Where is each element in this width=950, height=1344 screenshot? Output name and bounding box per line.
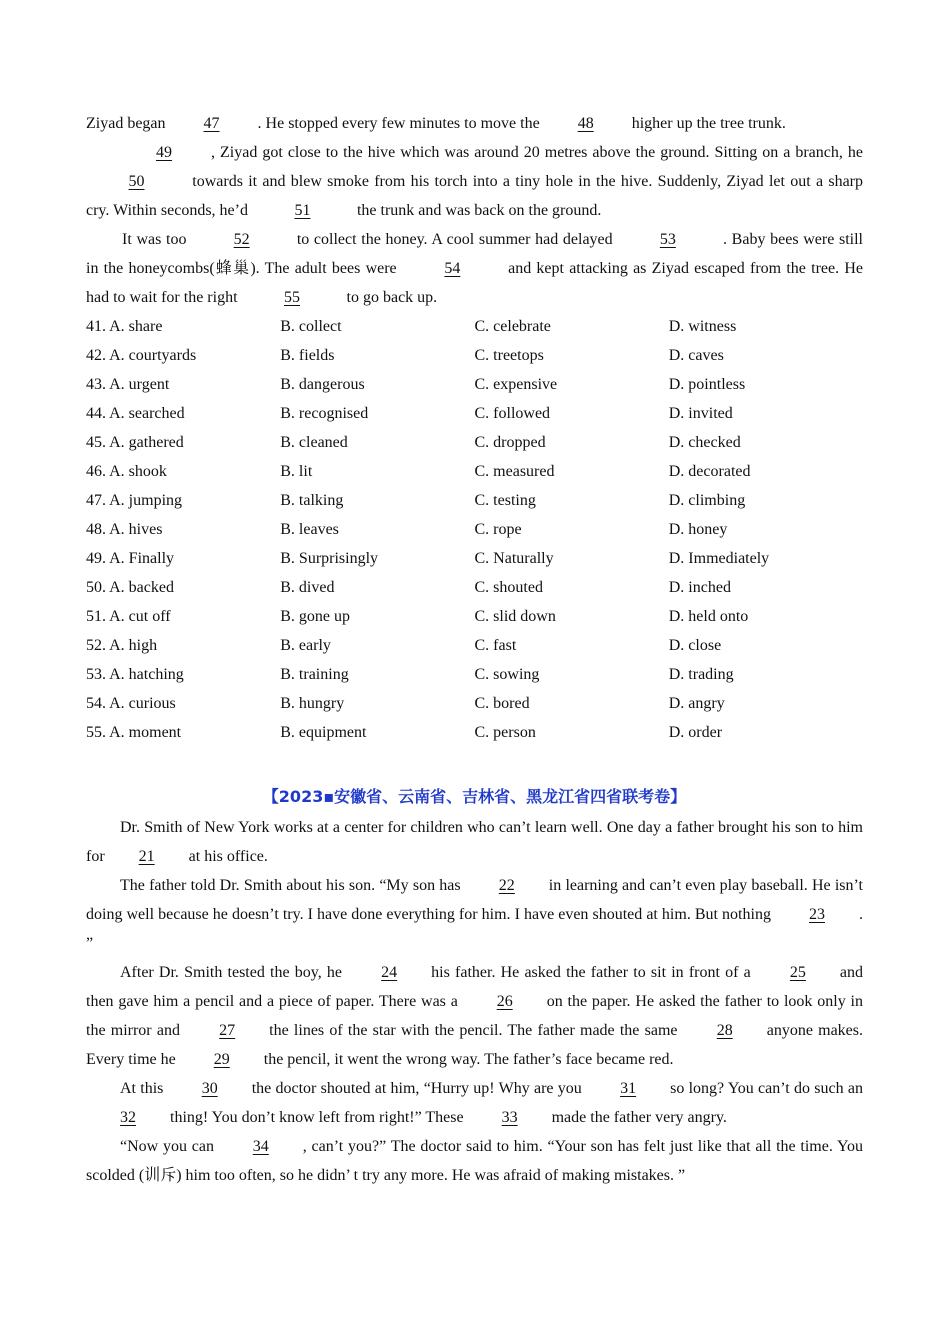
text-run: At this [120, 1080, 168, 1097]
passage2-paragraph-2 [86, 871, 863, 958]
blank-51[interactable]: 51 [294, 202, 311, 219]
option-c[interactable]: C. treetops [474, 347, 544, 364]
blank-33[interactable]: 33 [501, 1109, 518, 1126]
option-d[interactable]: D. decorated [668, 463, 751, 480]
blank-21[interactable]: 21 [138, 848, 155, 865]
text-run: anyone makes. Every time he [86, 1022, 864, 1068]
blank-27[interactable]: 27 [219, 1022, 236, 1039]
option-b[interactable]: B. fields [280, 347, 335, 364]
blank-50[interactable]: 50 [128, 173, 145, 190]
option-a[interactable]: 41. A. share [86, 318, 163, 335]
blank-54[interactable]: 54 [444, 260, 461, 277]
blank-48[interactable]: 48 [577, 115, 594, 132]
option-a[interactable]: 47. A. jumping [86, 492, 183, 509]
option-row-44 [86, 399, 863, 428]
text-run: higher up the tree trunk. [627, 115, 786, 132]
option-c[interactable]: C. bored [474, 695, 530, 712]
text-run: , can’t you?” The doctor said to him. “Your son has felt just like that all the time. You scolded (训斥) him too often, so he didn’ t try any more. He was afraid of making mistakes. ” [86, 1138, 863, 1184]
option-d[interactable]: D. inched [668, 579, 731, 596]
text-run: The father told Dr. Smith about his son. “My son has [120, 877, 465, 894]
option-d[interactable]: D. honey [668, 521, 728, 538]
text-run: After Dr. Smith tested the boy, he [120, 964, 348, 981]
option-row-53 [86, 660, 863, 689]
option-row-48 [86, 515, 863, 544]
blank-23[interactable]: 23 [809, 906, 825, 923]
option-row-55 [86, 718, 863, 747]
blank-53[interactable]: 53 [659, 231, 676, 248]
option-a[interactable]: 54. A. curious [86, 695, 176, 712]
passage2-paragraph-4 [86, 1074, 863, 1132]
option-c[interactable]: C. rope [474, 521, 522, 538]
blank-32[interactable]: 32 [120, 1109, 136, 1126]
text-run: towards it and blew smoke from his torch into a tiny hole in the hive. Suddenly, Ziyad let out a sharp cry. Within seconds, he’d [86, 173, 863, 219]
option-b[interactable]: B. cleaned [280, 434, 348, 451]
option-c[interactable]: C. Naturally [474, 550, 554, 567]
option-c[interactable]: C. followed [474, 405, 551, 422]
option-b[interactable]: B. talking [280, 492, 344, 509]
option-b[interactable]: B. training [280, 666, 349, 683]
option-b[interactable]: B. Surprisingly [280, 550, 379, 567]
option-c[interactable]: C. dropped [474, 434, 546, 451]
blank-30[interactable]: 30 [201, 1080, 218, 1097]
blank-22[interactable]: 22 [498, 877, 515, 894]
option-row-45 [86, 428, 863, 457]
text-run: Dr. Smith of New York works at a center for children who can’t learn well. One day a father brought his son to him for [86, 819, 863, 865]
option-b[interactable]: B. dangerous [280, 376, 365, 393]
option-d[interactable]: D. invited [668, 405, 733, 422]
text-run: It was too [122, 231, 192, 248]
option-a[interactable]: 44. A. searched [86, 405, 185, 422]
document-page [86, 109, 863, 1190]
text-run: . He stopped every few minutes to move the [253, 115, 544, 132]
option-b[interactable]: B. gone up [280, 608, 351, 625]
blank-31[interactable]: 31 [620, 1080, 637, 1097]
option-a[interactable]: 42. A. courtyards [86, 347, 197, 364]
option-a[interactable]: 52. A. high [86, 637, 158, 654]
blank-55[interactable]: 55 [284, 289, 301, 306]
text-run: in learning and can’t even play baseball. He isn’t doing well because he doesn’t try. I have done everything for him. I have even shouted at him. But nothing [86, 877, 864, 923]
text-run: the trunk and was back on the ground. [352, 202, 602, 219]
option-c[interactable]: C. slid down [474, 608, 556, 625]
passage1-paragraph-1 [86, 109, 863, 138]
blank-25[interactable]: 25 [789, 964, 806, 981]
option-d[interactable]: D. close [668, 637, 722, 654]
option-c[interactable]: C. fast [474, 637, 517, 654]
text-run: and then gave him a pencil and a piece of paper. There was a [86, 964, 863, 1010]
text-run: thing! You don’t know left from right!” These [170, 1109, 468, 1126]
section-title: 【2023▪安徽省、云南省、吉林省、黑龙江省四省联考卷】 [262, 787, 687, 806]
option-d[interactable]: D. climbing [668, 492, 746, 509]
option-row-51 [86, 602, 863, 631]
text-run: to collect the honey. A cool summer had delayed [292, 231, 618, 248]
option-d[interactable]: D. pointless [668, 376, 746, 393]
option-c[interactable]: C. expensive [474, 376, 558, 393]
option-row-42 [86, 341, 863, 370]
passage1-paragraph-2 [86, 138, 863, 225]
option-c[interactable]: C. celebrate [474, 318, 551, 335]
option-row-52 [86, 631, 863, 660]
option-b[interactable]: B. equipment [280, 724, 367, 741]
option-d[interactable]: D. caves [668, 347, 724, 364]
option-row-41 [86, 312, 863, 341]
option-a[interactable]: 50. A. backed [86, 579, 174, 596]
option-c[interactable]: C. shouted [474, 579, 543, 596]
option-b[interactable]: B. recognised [280, 405, 369, 422]
text-run: at his office. [188, 848, 268, 865]
option-d[interactable]: D. order [668, 724, 723, 741]
option-a[interactable]: 49. A. Finally [86, 550, 175, 567]
text-run: so long? You can’t do such an [670, 1080, 864, 1097]
option-row-47 [86, 486, 863, 515]
blank-49[interactable]: 49 [156, 144, 172, 161]
option-c[interactable]: C. testing [474, 492, 536, 509]
option-a[interactable]: 46. A. shook [86, 463, 167, 480]
option-d[interactable]: D. angry [668, 695, 725, 712]
option-b[interactable]: B. early [280, 637, 331, 654]
option-a[interactable]: 48. A. hives [86, 521, 163, 538]
option-d[interactable]: D. witness [668, 318, 737, 335]
option-b[interactable]: B. dived [280, 579, 335, 596]
option-a[interactable]: 55. A. moment [86, 724, 182, 741]
text-run: on the paper. He asked the father to look only in the mirror and [86, 993, 863, 1039]
option-row-43 [86, 370, 863, 399]
option-a[interactable]: 43. A. urgent [86, 376, 170, 393]
option-d[interactable]: D. trading [668, 666, 734, 683]
text-run: his father. He asked the father to sit in front of a [431, 964, 756, 981]
text-run: Ziyad began [86, 115, 170, 132]
blank-28[interactable]: 28 [716, 1022, 733, 1039]
blank-34[interactable]: 34 [252, 1138, 269, 1155]
passage2-paragraph-1 [86, 813, 863, 871]
option-d[interactable]: D. Immediately [668, 550, 770, 567]
passage2-paragraph-5 [86, 1132, 863, 1190]
text-run: to go back up. [342, 289, 438, 306]
option-row-54 [86, 689, 863, 718]
blank-52[interactable]: 52 [233, 231, 250, 248]
option-b[interactable]: B. collect [280, 318, 342, 335]
blank-26[interactable]: 26 [496, 993, 513, 1010]
option-c[interactable]: C. measured [474, 463, 555, 480]
option-row-46 [86, 457, 863, 486]
option-row-49 [86, 544, 863, 573]
option-c[interactable]: C. person [474, 724, 536, 741]
text-run: the lines of the star with the pencil. The father made the same [269, 1022, 683, 1039]
passage1-paragraph-3 [86, 225, 863, 312]
text-run: the doctor shouted at him, “Hurry up! Why are you [251, 1080, 587, 1097]
option-row-50 [86, 573, 863, 602]
option-b[interactable]: B. lit [280, 463, 313, 480]
blank-47[interactable]: 47 [203, 115, 220, 132]
option-b[interactable]: B. leaves [280, 521, 339, 538]
option-c[interactable]: C. sowing [474, 666, 540, 683]
option-d[interactable]: D. held onto [668, 608, 749, 625]
text-run: made the father very angry. [551, 1109, 727, 1126]
option-b[interactable]: B. hungry [280, 695, 345, 712]
text-run: and kept attacking as Ziyad escaped from the tree. He had to wait for the right [86, 260, 863, 306]
option-a[interactable]: 45. A. gathered [86, 434, 184, 451]
option-a[interactable]: 51. A. cut off [86, 608, 171, 625]
text-run: the pencil, it went the wrong way. The father’s face became red. [263, 1051, 674, 1068]
text-run: . Baby bees were still in the honeycombs(蜂巢). The adult bees were [86, 231, 864, 277]
text-run: , Ziyad got close to the hive which was around 20 metres above the ground. Sitting on a branch, he [206, 144, 863, 161]
option-d[interactable]: D. checked [668, 434, 741, 451]
blank-24[interactable]: 24 [381, 964, 398, 981]
passage2-paragraph-3 [86, 958, 863, 1074]
text-run: “Now you can [120, 1138, 219, 1155]
text-run: . ” [86, 906, 863, 952]
options-list [86, 312, 863, 747]
blank-29[interactable]: 29 [213, 1051, 230, 1068]
option-a[interactable]: 53. A. hatching [86, 666, 184, 683]
